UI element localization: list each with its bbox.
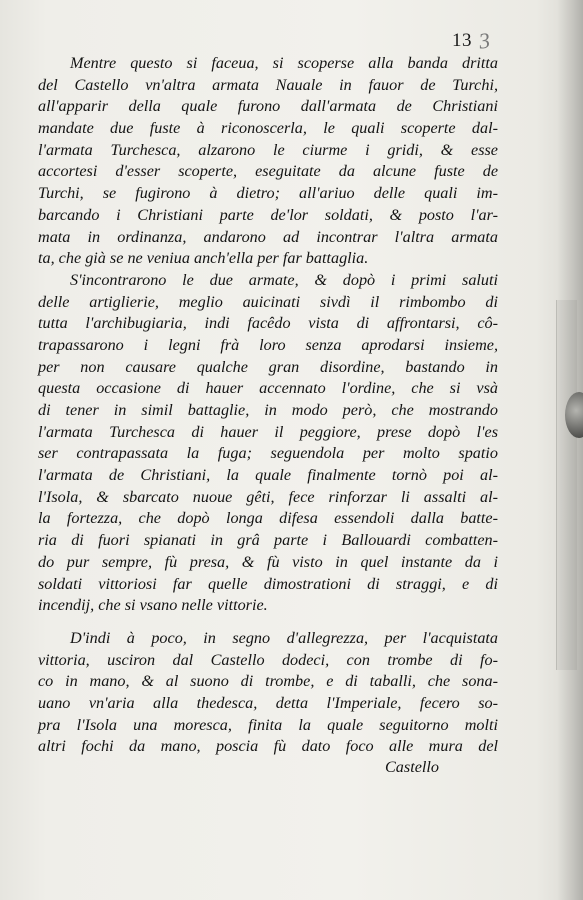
body-text <box>38 53 498 758</box>
text-line: all'apparir della quale furono dall'armata de Christiani <box>38 97 498 116</box>
paragraph-3 <box>38 628 498 758</box>
text-line: incendij, che si vsano nelle vittorie. <box>38 596 268 615</box>
text-line: delle artiglierie, meglio auicinati sivdì il rimbombo di <box>38 292 498 311</box>
text-line: trapassarono i legni frà loro senza aprodarsi insieme, <box>38 335 498 354</box>
text-line: soldati vittoriosi far quelle dimostrationi di straggi, e di <box>38 574 498 593</box>
text-line: ria di fuori spianati in grâ parte i Ballouardi combatten- <box>38 531 498 550</box>
text-line: Mentre questo si faceua, si scoperse alla banda dritta <box>70 54 498 72</box>
text-line: questa occasione di hauer accennato l'ordine, che si vsà <box>38 379 498 398</box>
paragraph-2 <box>38 270 498 617</box>
paragraph-1 <box>38 53 498 270</box>
text-line: pra l'Isola una moresca, finita la quale seguitorno molti <box>38 715 498 734</box>
text-line: uano vn'aria alla thedesca, detta l'Imperiale, fecero so- <box>38 693 498 712</box>
text-line: ta, che già se ne veniua anch'ella per far battaglia. <box>38 249 369 268</box>
text-line: mandate due fuste à riconoscerla, le quali scoperte dal- <box>38 119 498 138</box>
text-line: S'incontrarono le due armate, & dopò i primi saluti <box>70 270 498 289</box>
text-line: do pur sempre, fù presa, & fù visto in quel instante da i <box>38 552 498 571</box>
text-line: l'armata de Christiani, la quale finalmente tornò poi al- <box>38 466 498 485</box>
text-line: mata in ordinanza, andarono ad incontrar l'altra armata <box>38 227 498 246</box>
text-line: tutta l'archibugiaria, indi facêdo vista di affrontarsi, cô- <box>38 314 498 333</box>
text-line: di tener in simil battaglie, in modo però, che mostrando <box>38 401 498 419</box>
page-number: 13 <box>452 30 472 51</box>
text-line: barcando i Christiani parte de'lor soldati, & posto l'ar- <box>38 205 498 224</box>
text-line: D'indi à poco, in segno d'allegrezza, per l'acquistata <box>70 628 498 647</box>
next-page-edge <box>556 300 577 670</box>
text-line: per non causare qualche gran disordine, bastando in <box>38 357 498 376</box>
text-line: del Castello vn'altra armata Nauale in fauor de Turchi, <box>38 75 498 94</box>
text-line: vittoria, usciron dal Castello dodeci, con trombe di fo- <box>38 650 498 669</box>
text-line: l'Isola, & sbarcato nuoue gêti, fece rinforzar li assalti al- <box>38 487 498 506</box>
text-line: Turchi, se fugirono à dietro; all'ariuo delle quali im- <box>38 184 498 203</box>
text-line: accortesi d'esser scoperte, eseguitate da alcune fuste de <box>38 162 498 181</box>
text-line: co in mano, & al suono di trombe, e di taballi, che sona- <box>38 672 498 691</box>
text-line: l'armata Turchesca di hauer il peggiore, prese dopò l'es <box>38 422 498 441</box>
catchword: Castello <box>385 758 439 776</box>
text-line: la fortezza, che dopò longa difesa essendoli dalla batte- <box>38 509 498 528</box>
handwritten-page-mark: 3 <box>477 27 492 54</box>
text-line: ser contrapassata la fuga; seguendola per molto spatio <box>38 444 498 463</box>
text-line: altri fochi da mano, poscia fù dato foco alle mura del <box>38 737 498 756</box>
text-line: l'armata Turchesca, alzarono le ciurme i gridi, & esse <box>38 140 498 159</box>
